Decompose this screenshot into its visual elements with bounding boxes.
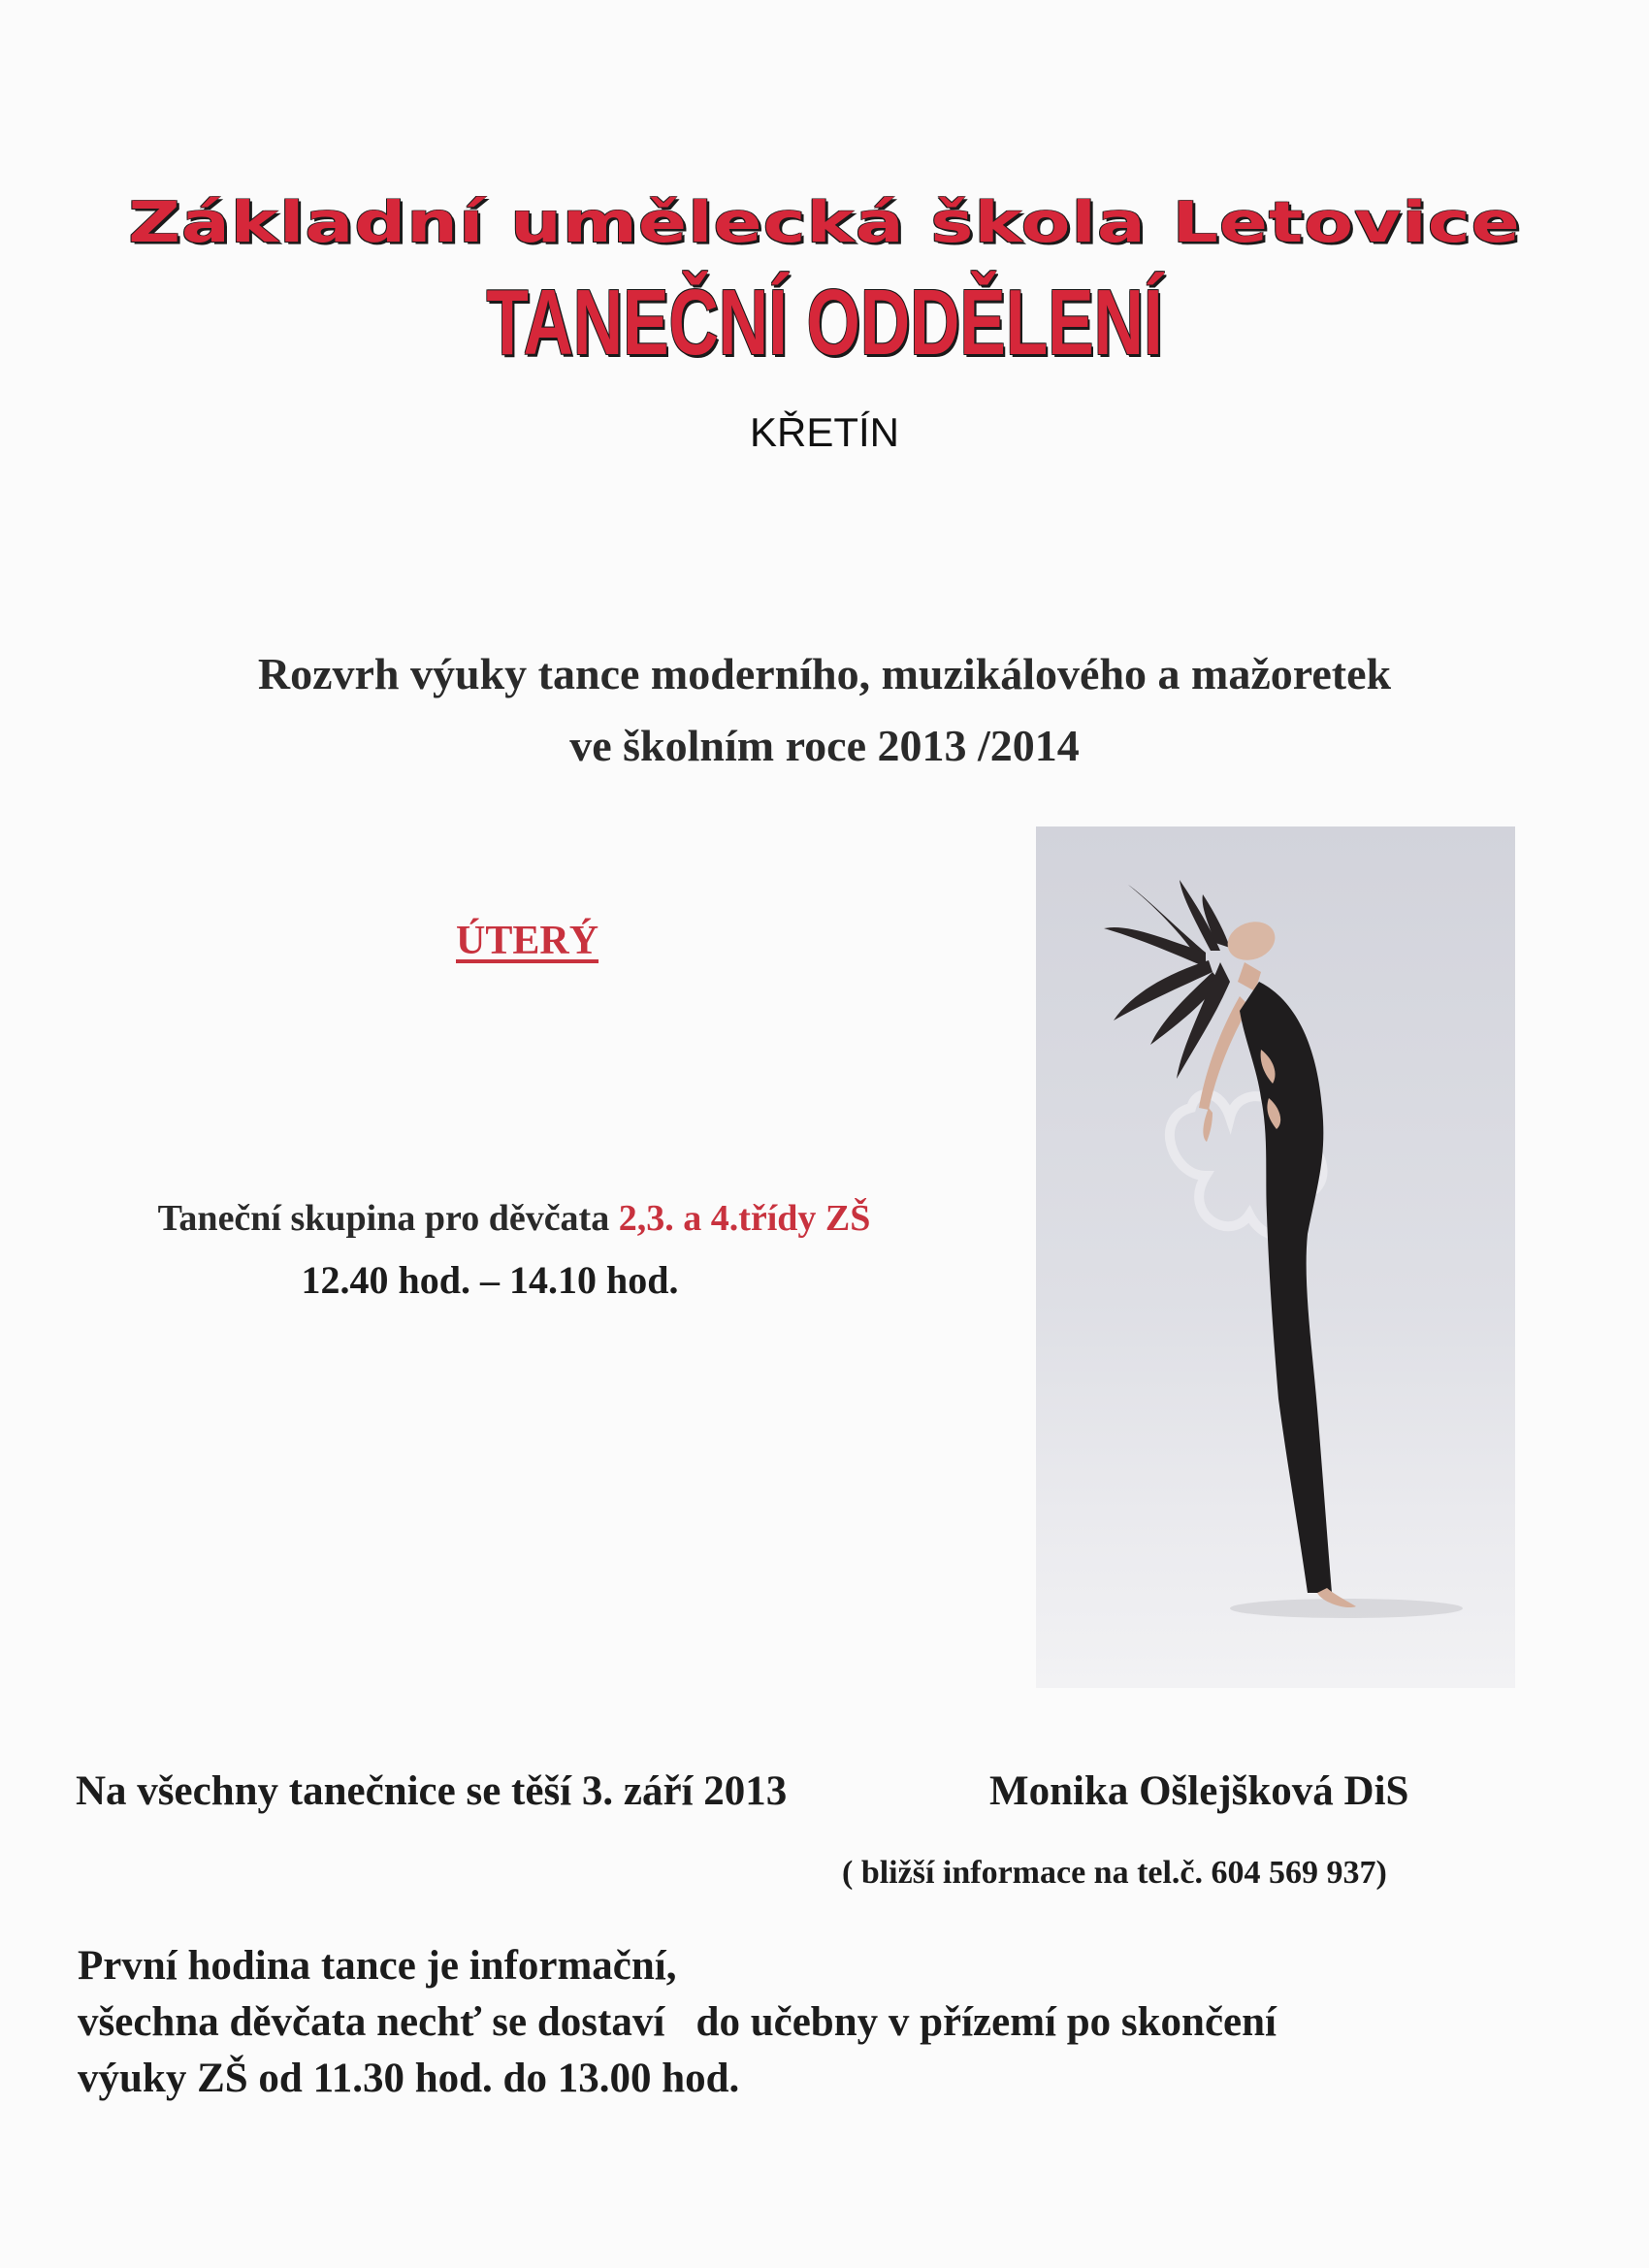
department-title: TANEČNÍ ODDĚLENÍ — [486, 271, 1163, 374]
info-line-2: všechna děvčata nechť se dostaví do učebny v přízemí po skončení — [78, 1999, 1277, 2045]
dancer-photo — [1036, 826, 1515, 1688]
group-description — [0, 1197, 1028, 1240]
info-line-1: První hodina tance je informační, — [78, 1943, 677, 1989]
welcome-text: Na všechny tanečnice se těší 3. září 2013 — [76, 1768, 788, 1814]
lesson-time: 12.40 hod. – 14.10 hod. — [301, 1258, 679, 1302]
schedule-heading-line-1: Rozvrh výuky tance moderního, muzikálového a mažoretek — [257, 649, 1392, 698]
teacher-name: Monika Ošlejšková DiS — [989, 1768, 1409, 1814]
info-line-3: výuky ZŠ od 11.30 hod. do 13.00 hod. — [78, 2056, 740, 2101]
location-label: KŘETÍN — [749, 409, 899, 455]
group-text: Taneční skupina pro děvčata — [157, 1198, 619, 1239]
contact-info: ( bližší informace na tel.č. 604 569 937) — [842, 1855, 1387, 1891]
group-grades: 2,3. a 4.třídy ZŠ — [618, 1198, 871, 1239]
schedule-heading-line-2: ve školním roce 2013 /2014 — [569, 721, 1080, 770]
day-label: ÚTERÝ — [456, 919, 599, 963]
school-name-title: Základní umělecká škola Letovice — [128, 190, 1521, 256]
